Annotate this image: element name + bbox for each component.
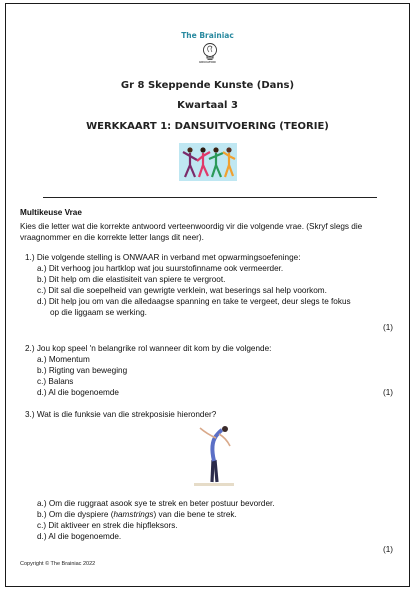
term-title: Kwartaal 3 <box>177 100 238 111</box>
question-3-option-b-end: ) van die bene te strek. <box>153 510 237 519</box>
question-1-option-b: b.) Dit help om die elastisiteit van spiere te vergroot. <box>37 275 226 284</box>
question-3-option-b-start: b.) Om die dyspiere ( <box>37 510 114 519</box>
subject-title: Gr 8 Skeppende Kunste (Dans) <box>120 80 295 91</box>
section-instruction: Kies die letter wat die korrekte antwoord verteenwoordig vir die volgende vrae. (Skryf slegs die vraagnommer en die korrekte letter langs dit neer). <box>20 222 363 242</box>
question-3-option-c: c.) Dit aktiveer en strek die hipfleksors. <box>37 521 178 530</box>
question-3-mark: (1) <box>383 545 394 554</box>
dancers-illustration <box>179 143 237 181</box>
question-3-option-b-term: hamstrings <box>113 510 154 519</box>
copyright-notice: Copyright © The Brainiac 2022 <box>20 561 96 567</box>
question-3-option-d: d.) Al die bogenoemde. <box>37 532 122 541</box>
question-2-option-a: a.) Momentum <box>37 355 90 364</box>
question-2-option-b: b.) Rigting van beweging <box>37 366 128 375</box>
question-1-mark: (1) <box>383 323 394 332</box>
logo-caption: EDUCATION <box>199 61 216 64</box>
question-1-option-a: a.) Dit verhoog jou hartklop wat jou suurstofinname ook vermeerder. <box>37 264 284 273</box>
worksheet-title: WERKKAART 1: DANSUITVOERING (TEORIE) <box>86 121 329 132</box>
question-1-option-c: c.) Dit sal die soepelheid van gewrigte verklein, wat beserings sal help voorkom. <box>37 286 327 295</box>
question-3-prompt: 3.) Wat is die funksie van die strekposisie hieronder? <box>25 410 217 419</box>
question-2-option-d: d.) Al die bogenoemde <box>37 388 119 397</box>
question-2-mark: (1) <box>383 388 394 397</box>
question-3-option-b <box>37 510 237 521</box>
question-2-option-c: c.) Balans <box>37 377 74 386</box>
question-1-prompt: 1.) Die volgende stelling is ONWAAR in verband met opwarmingsoefeninge: <box>25 253 301 262</box>
standing-forward-bend-illustration <box>192 424 236 488</box>
question-2-prompt: 2.) Jou kop speel 'n belangrike rol wanneer dit kom by die volgende: <box>25 344 272 353</box>
section-divider <box>43 197 377 198</box>
brand-name: The Brainiac <box>181 31 234 40</box>
worksheet-page <box>5 3 410 587</box>
question-1-option-d: d.) Dit help jou om van die alledaagse spanning en take te vergeet, deur slegs te fokus <box>37 297 351 306</box>
question-1-option-d-cont: op die liggaam se werking. <box>50 308 147 317</box>
question-3-option-a: a.) Om die ruggraat asook sye te strek en beter postuur bevorder. <box>37 499 275 508</box>
section-title: Multikeuse Vrae <box>20 208 82 217</box>
